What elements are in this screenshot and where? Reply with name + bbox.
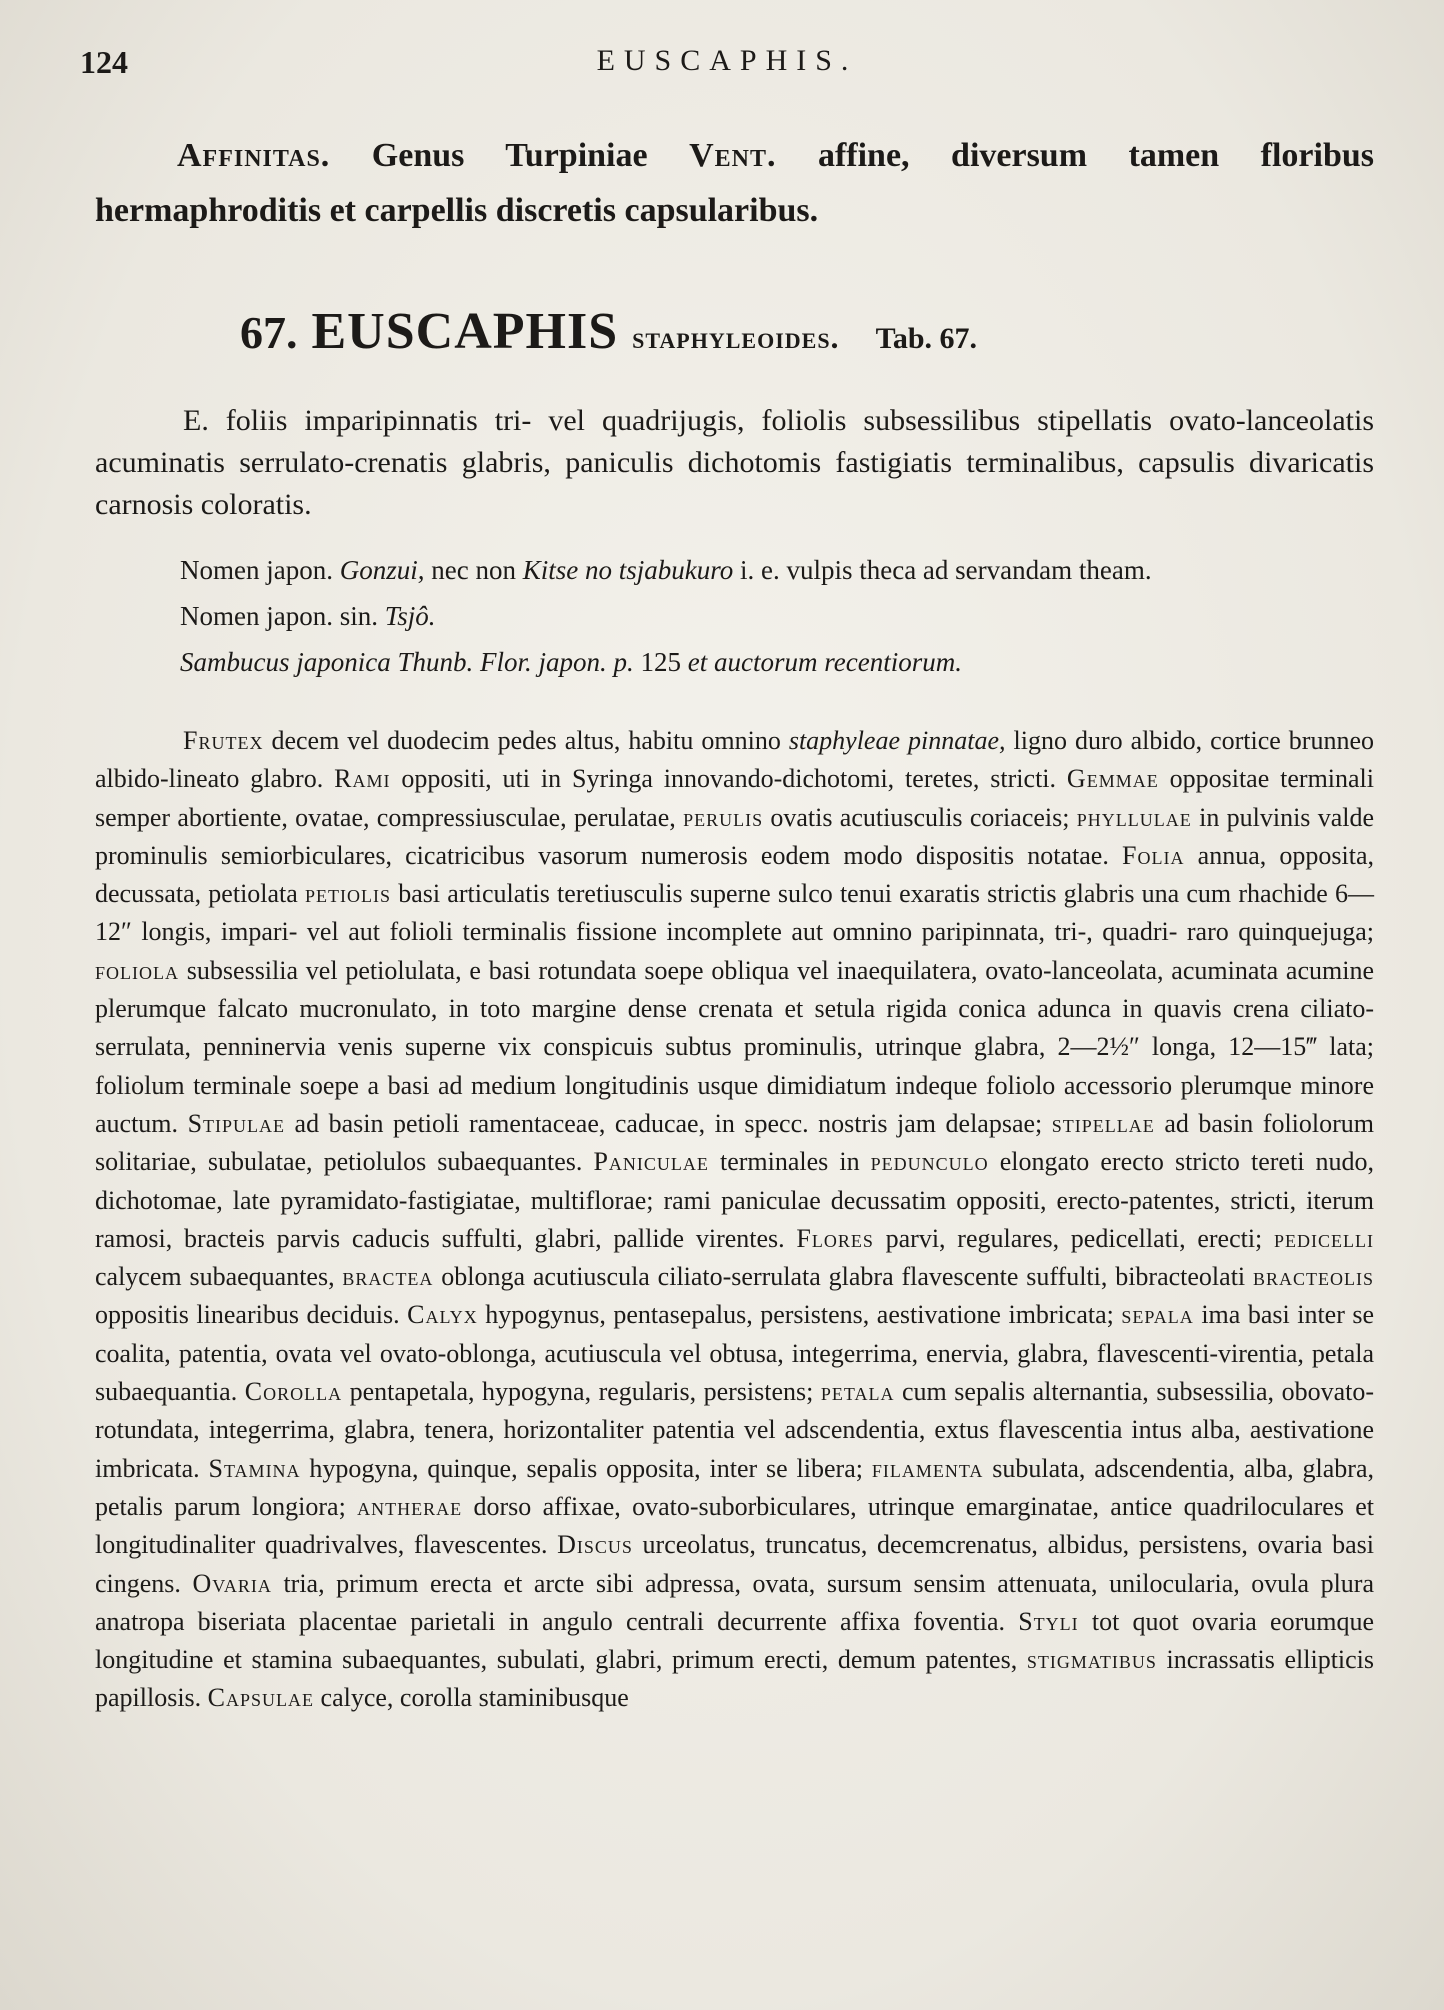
species-number: 67. [240, 307, 298, 358]
species-epithet: staphyleoides. [632, 319, 840, 355]
description-term: stigmatibus [1026, 1645, 1157, 1675]
description-term: Folia [1122, 840, 1185, 870]
japanese-name-line [180, 550, 1374, 590]
description-term: Corolla [244, 1377, 343, 1407]
description-term: sepala [1121, 1300, 1194, 1330]
synonym-page: 125 [640, 647, 682, 677]
description-text: tria, primum erecta et arcte sibi adpressa, ovata, sursum sensim attenuata, unilocularia, ovula plura anatropa biseriata placentae parietali in angulo centrali decurrente affixa foventia. [95, 1568, 1375, 1636]
description-term: pedicelli [1274, 1223, 1375, 1253]
synonym-citation: Sambucus japonica Thunb. Flor. japon. p. [180, 647, 634, 677]
description-term: Capsulae [207, 1683, 315, 1713]
affinitas-label: Affinitas. [177, 137, 331, 174]
names-block [180, 550, 1374, 688]
description-term: petala [820, 1377, 895, 1407]
description-text: oppositis linearibus deciduis. [95, 1300, 400, 1330]
genus-name: EUSCAPHIS [311, 303, 619, 360]
description-term: Rami [334, 764, 391, 794]
description-text: parvi, regulares, pedicellati, erecti; [885, 1223, 1263, 1253]
description-text: tot quot ovaria eorumque longitudine et stamina subaequantes, subulati, glabri, primum erecti, demum patentes, [95, 1606, 1374, 1675]
japanese-name-1: Gonzui, [339, 555, 425, 585]
description-term: pedunculo [870, 1147, 989, 1177]
description-text: in pulvinis valde prominulis semiorbiculares, cicatricibus vasorum numerosis eodem modo dispositis notatae. [95, 802, 1375, 870]
sinojapanese-name-value: Tsjô. [384, 601, 436, 631]
description-text: calyce, corolla staminibusque [320, 1683, 629, 1713]
affinitas-text-1: Genus Turpiniae [371, 137, 648, 174]
description-text: decem vel duodecim pedes altus, habitu omnino [271, 726, 781, 755]
description-text: urceolatus, truncatus, decemcrenatus, albidus, persistens, ovaria basi cingens. [95, 1530, 1374, 1598]
description-text: calycem subaequantes, [95, 1262, 335, 1292]
description-term: Paniculae [593, 1147, 709, 1177]
description-text: incrassatis ellipticis papillosis. [95, 1645, 1375, 1713]
description-term: phyllulae [1076, 802, 1192, 832]
description-text: dorso affixae, ovato-suborbiculares, utrinque emarginatae, antice quadriloculares et longitudinaliter quadrivalves, flavescentes. [95, 1491, 1375, 1560]
description-term: filamenta [871, 1453, 984, 1483]
synonym-tail: et auctorum recentiorum. [687, 647, 962, 677]
description-term: Stamina [208, 1453, 301, 1483]
description-paragraph [95, 722, 1374, 1718]
description-term: Ovaria [192, 1568, 272, 1598]
species-heading [240, 302, 1374, 361]
description-term: perulis [683, 802, 764, 832]
description-text: terminales in [720, 1147, 860, 1177]
description-text: ligno duro albido, cortice brunneo albido-lineato glabro. [95, 726, 1374, 794]
description-term: stipellae [1051, 1108, 1155, 1138]
description-term: antherae [357, 1491, 463, 1521]
description-term: petiolis [305, 879, 392, 909]
description-term: Gemmae [1066, 764, 1159, 794]
description-text: ima basi inter se coalita, patentia, ovata vel ovato-oblonga, acutiuscula vel obtusa, integerrima, enervia, glabra, flavescenti-virentia, petala subaequantia. [95, 1300, 1375, 1407]
sinojapanese-name-label: Nomen japon. sin. [180, 601, 378, 631]
description-text: subulata, adscendentia, alba, glabra, petalis parum longiora; [95, 1453, 1375, 1521]
description-text: basi articulatis teretiusculis superne sulco tenui exaratis strictis glabris una cum rhachide 6—12″ longis, impari- vel aut folioli terminalis fissione incomplete aut omnino paripinnata, tri-, quadri- raro quinquejuga; [95, 879, 1375, 947]
page-number: 124 [80, 44, 128, 80]
description-text: ovatis acutiusculis coriaceis; [770, 802, 1070, 832]
description-term: Calyx [407, 1300, 478, 1330]
description-text: hypogynus, pentasepalus, persistens, aestivatione imbricata; [485, 1300, 1114, 1330]
description-text: cum sepalis alternantia, subsessilia, obovato-rotundata, integerrima, glabra, tenera, horizontaliter patentia vel adscendentia, extus flavescentia intus alba, aestivatione imbricata. [95, 1377, 1375, 1483]
description-text: pentapetala, hypogyna, regularis, persistens; [349, 1377, 814, 1407]
description-text: hypogyna, quinque, sepalis opposita, inter se libera; [309, 1453, 863, 1483]
affinitas-author: Vent. [689, 137, 777, 174]
description-term: Stipulae [187, 1108, 286, 1138]
description-term: bractea [342, 1262, 434, 1292]
running-title: EUSCAPHIS. [596, 44, 858, 77]
japanese-name-2: Kitse no tsjabukuro [522, 555, 734, 585]
description-italic: staphyleae pinnatae, [788, 726, 1006, 755]
running-head [80, 44, 1374, 84]
affinitas-text-2: affine, diversum tamen floribus hermaphroditis et carpellis discretis capsularibus. [95, 137, 1374, 229]
description-text: subsessilia vel petiolulata, e basi rotundata soepe obliqua vel inaequilatera, ovato-lanceolata, acuminata acumine plerumque falcato mucronulato, in toto margine dense crenata et setula rigida conica adunca in quavis crena ciliato-serrulata, penninervia venis superne vix conspicuis subtus prominulis, utrinque glabra, 2—2½″ longa, 12—15‴ lata; foliolum terminale soepe a basi ad medium longitudinis usque dimidiatum indeque foliolo accessorio plerumque minore auctum. [95, 955, 1374, 1138]
diagnosis-paragraph: E. foliis imparipinnatis tri- vel quadrijugis, foliolis subsessilibus stipellatis ovato-lanceolatis acuminatis serrulato-crenatis glabris, paniculis dichotomis fastigiatis terminalibus, capsulis divaricatis carnosis coloratis. [95, 404, 1374, 521]
description-text: annua, opposita, decussata, petiolata [95, 840, 1375, 909]
description-text: oppositae terminali semper abortiente, ovatae, compressiusculae, perulatae, [95, 764, 1375, 832]
description-term: foliola [95, 955, 179, 985]
japanese-name-label: Nomen japon. [180, 555, 333, 585]
description-text: elongato erecto stricto tereti nudo, dichotomae, late pyramidato-fastigiatae, multiflorae; rami paniculae decussatim oppositi, erecto-patentes, stricti, iterum ramosi, bracteis parvis caducis suffulti, glabri, pallide virentes. [95, 1147, 1374, 1253]
description-text: ad basin foliolorum solitariae, subulatae, petiolulos subaequantes. [95, 1108, 1374, 1177]
description-term: Styli [1018, 1606, 1079, 1636]
japanese-name-connector: nec non [431, 555, 516, 585]
synonym-line [180, 642, 1374, 682]
description-term: bracteolis [1252, 1262, 1374, 1292]
description-text: ad basin petioli ramentaceae, caducae, in specc. nostris jam delapsae; [294, 1108, 1043, 1138]
description-text: oppositi, uti in Syringa innovando-dichotomi, teretes, stricti. [401, 764, 1057, 794]
sinojapanese-name-line [180, 596, 1374, 636]
description-term: Discus [557, 1530, 633, 1560]
affinitas-paragraph [95, 128, 1374, 238]
japanese-name-gloss: i. e. vulpis theca ad servandam theam. [739, 555, 1152, 585]
description-term: Flores [796, 1223, 874, 1253]
description-text: oblonga acutiuscula ciliato-serrulata glabra flavescente suffulti, bibracteolati [441, 1262, 1246, 1292]
description-term: Frutex [183, 726, 264, 755]
plate-reference: Tab. 67. [875, 322, 978, 355]
